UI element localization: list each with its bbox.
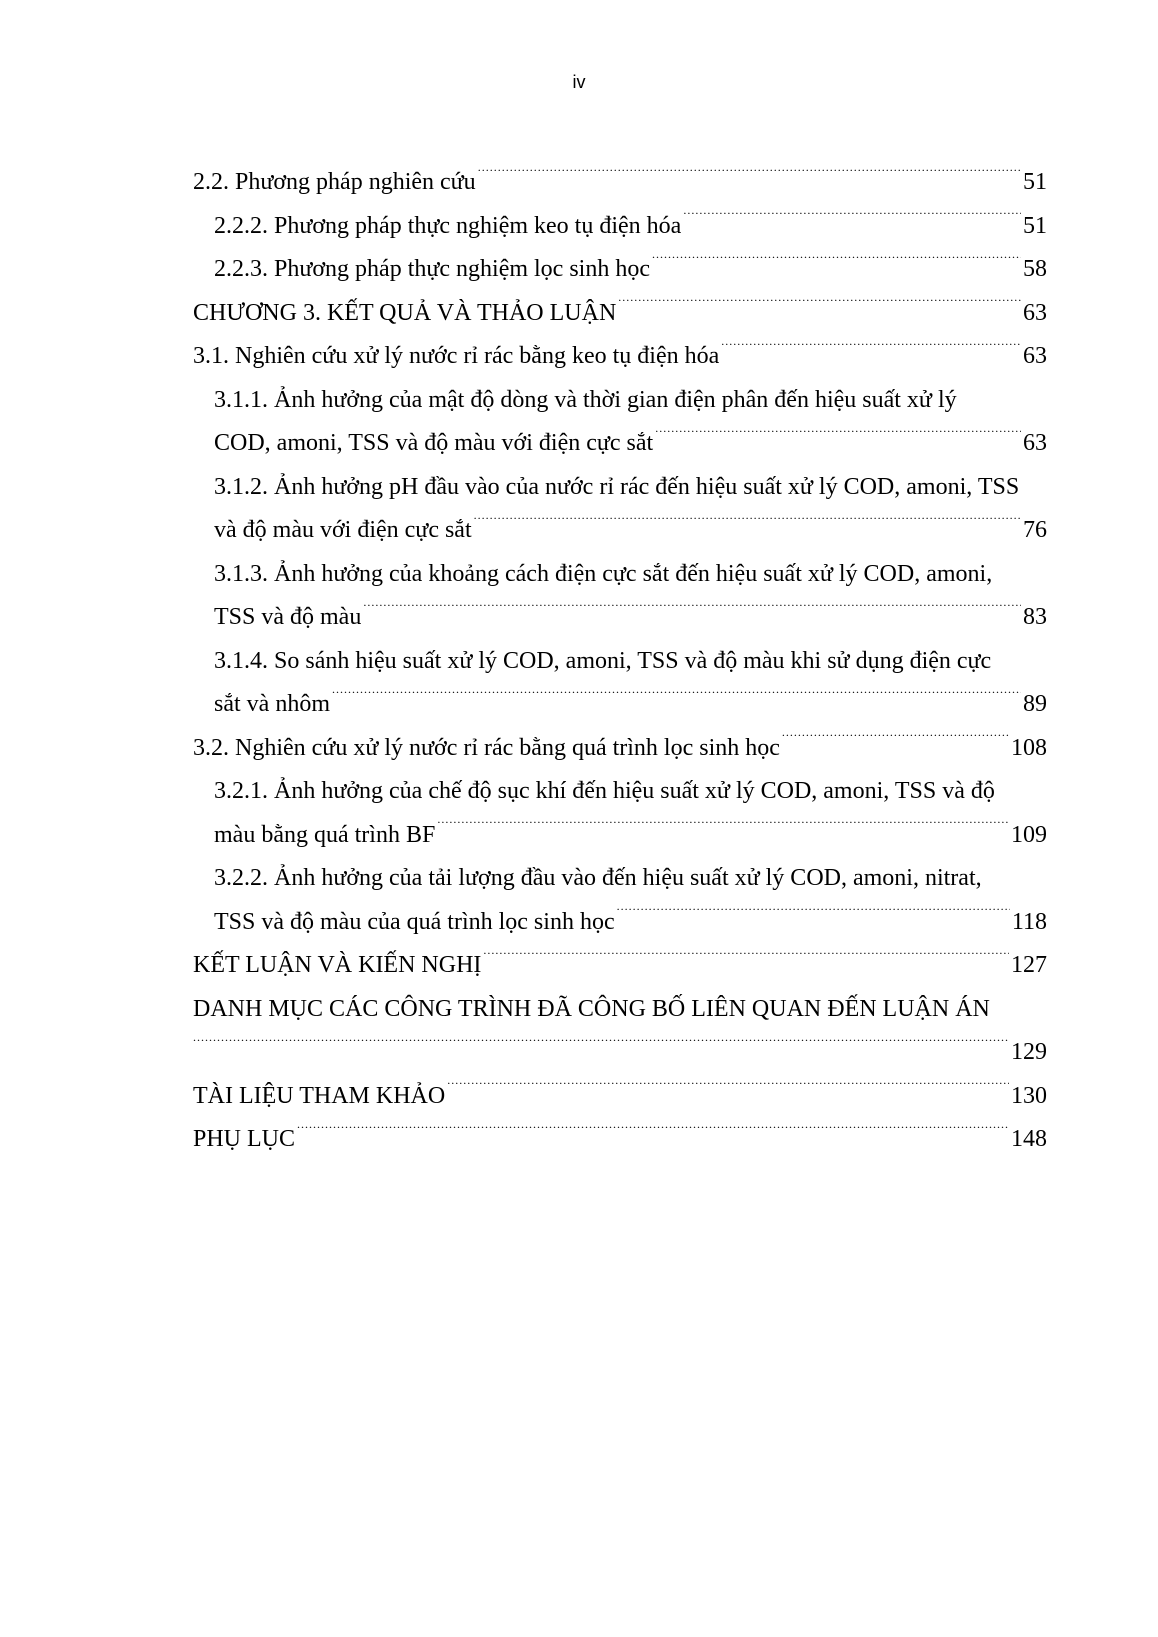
toc-entry-page: 89 [1023, 691, 1047, 717]
toc-entry-title: CHƯƠNG 3. KẾT QUẢ VÀ THẢO LUẬN [193, 299, 617, 326]
toc-entry-title-line2: TSS và độ màu của quá trình lọc sinh học [214, 908, 615, 935]
dot-leader [683, 209, 1021, 233]
toc-entry-page: 51 [1023, 212, 1047, 239]
toc-entry-page: 127 [1011, 952, 1047, 978]
toc-entry-title-line1: 3.2.2. Ảnh hưởng của tải lượng đầu vào đến hiệu suất xử lý COD, amoni, nitrat, [214, 865, 982, 891]
toc-entry-page: 76 [1023, 517, 1047, 543]
dot-leader [721, 339, 1021, 363]
dot-leader [332, 687, 1021, 711]
toc-entry-page: 63 [1023, 343, 1047, 369]
dot-leader [782, 731, 1009, 755]
toc-entry-title: 2.2. Phương pháp nghiên cứu [193, 169, 476, 195]
toc-entry-title-line2: sắt và nhôm [214, 691, 330, 717]
toc-entry-page: 148 [1011, 1126, 1047, 1152]
toc-entry-title: TÀI LIỆU THAM KHẢO [193, 1082, 446, 1109]
toc-entry[interactable] [193, 161, 1047, 205]
toc-entry-title-line2: và độ màu với điện cực sắt [214, 517, 472, 543]
toc-entry-title: 2.2.2. Phương pháp thực nghiệm keo tụ điện hóa [214, 212, 682, 239]
toc-entry-page: 118 [1011, 908, 1047, 935]
toc-entry-page: 130 [1011, 1082, 1047, 1109]
toc-entry[interactable] [193, 988, 1047, 1075]
toc-entry-title-line1: DANH MỤC CÁC CÔNG TRÌNH ĐÃ CÔNG BỐ LIÊN QUAN ĐẾN LUẬN ÁN [193, 995, 990, 1022]
toc-entry-title: 3.1. Nghiên cứu xử lý nước rỉ rác bằng keo tụ điện hóa [193, 343, 720, 369]
dot-leader [655, 426, 1021, 450]
dot-leader [618, 296, 1021, 320]
toc-entry[interactable] [193, 205, 1047, 249]
dot-leader [478, 165, 1021, 189]
toc-entry-page: 108 [1011, 734, 1047, 761]
toc-entry[interactable] [193, 335, 1047, 379]
toc-entry[interactable] [193, 770, 1047, 857]
toc-entry-title: PHỤ LỤC [193, 1126, 296, 1152]
toc-entry-page: 83 [1023, 604, 1047, 630]
toc-entry[interactable] [193, 292, 1047, 336]
toc-entry[interactable] [193, 466, 1047, 553]
dot-leader [617, 905, 1010, 929]
toc-entry-title-line2: TSS và độ màu [214, 604, 362, 630]
dot-leader [483, 948, 1009, 972]
toc-entry[interactable] [193, 248, 1047, 292]
dot-leader [363, 600, 1021, 624]
toc-entry-title-line1: 3.1.4. So sánh hiệu suất xử lý COD, amoni, TSS và độ màu khi sử dụng điện cực [214, 647, 992, 674]
toc-entry-page: 129 [1011, 1039, 1047, 1065]
toc-entry-title: 3.2. Nghiên cứu xử lý nước rỉ rác bằng quá trình lọc sinh học [193, 734, 780, 761]
dot-leader [437, 818, 1009, 842]
toc-entry-title-line1: 3.1.2. Ảnh hưởng pH đầu vào của nước rỉ rác đến hiệu suất xử lý COD, amoni, TSS [214, 473, 1020, 500]
toc-entry-title: KẾT LUẬN VÀ KIẾN NGHỊ [193, 952, 482, 978]
toc-entry[interactable] [193, 944, 1047, 988]
toc-entry-page: 58 [1023, 256, 1047, 282]
toc-entry-title-line1: 3.1.3. Ảnh hưởng của khoảng cách điện cực sắt đến hiệu suất xử lý COD, amoni, [214, 560, 993, 587]
toc-entry[interactable] [193, 640, 1047, 727]
toc-entry-page: 51 [1023, 169, 1047, 195]
dot-leader [652, 252, 1021, 276]
toc-entry-title-line2: COD, amoni, TSS và độ màu với điện cực sắt [214, 430, 654, 456]
toc-entry-page: 63 [1023, 299, 1047, 326]
page-number: iv [572, 72, 586, 92]
toc-entry[interactable] [193, 553, 1047, 640]
dot-leader [193, 1035, 1009, 1059]
table-of-contents [193, 161, 1047, 1162]
dot-leader [447, 1079, 1009, 1103]
toc-entry[interactable] [193, 1118, 1047, 1162]
toc-entry-title-line1: 3.1.1. Ảnh hưởng của mật độ dòng và thời gian điện phân đến hiệu suất xử lý [214, 386, 957, 413]
toc-entry[interactable] [193, 857, 1047, 944]
toc-entry-page: 109 [1011, 821, 1047, 848]
dot-leader [474, 513, 1021, 537]
toc-entry-title-line1: 3.2.1. Ảnh hưởng của chế độ sục khí đến hiệu suất xử lý COD, amoni, TSS và độ [214, 778, 995, 804]
toc-entry[interactable] [193, 1075, 1047, 1119]
toc-entry-title-line2: màu bằng quá trình BF [214, 821, 436, 848]
toc-entry[interactable] [193, 727, 1047, 771]
toc-entry[interactable] [193, 379, 1047, 466]
toc-entry-title: 2.2.3. Phương pháp thực nghiệm lọc sinh học [214, 256, 650, 282]
toc-entry-page: 63 [1023, 430, 1047, 456]
dot-leader [297, 1122, 1009, 1146]
